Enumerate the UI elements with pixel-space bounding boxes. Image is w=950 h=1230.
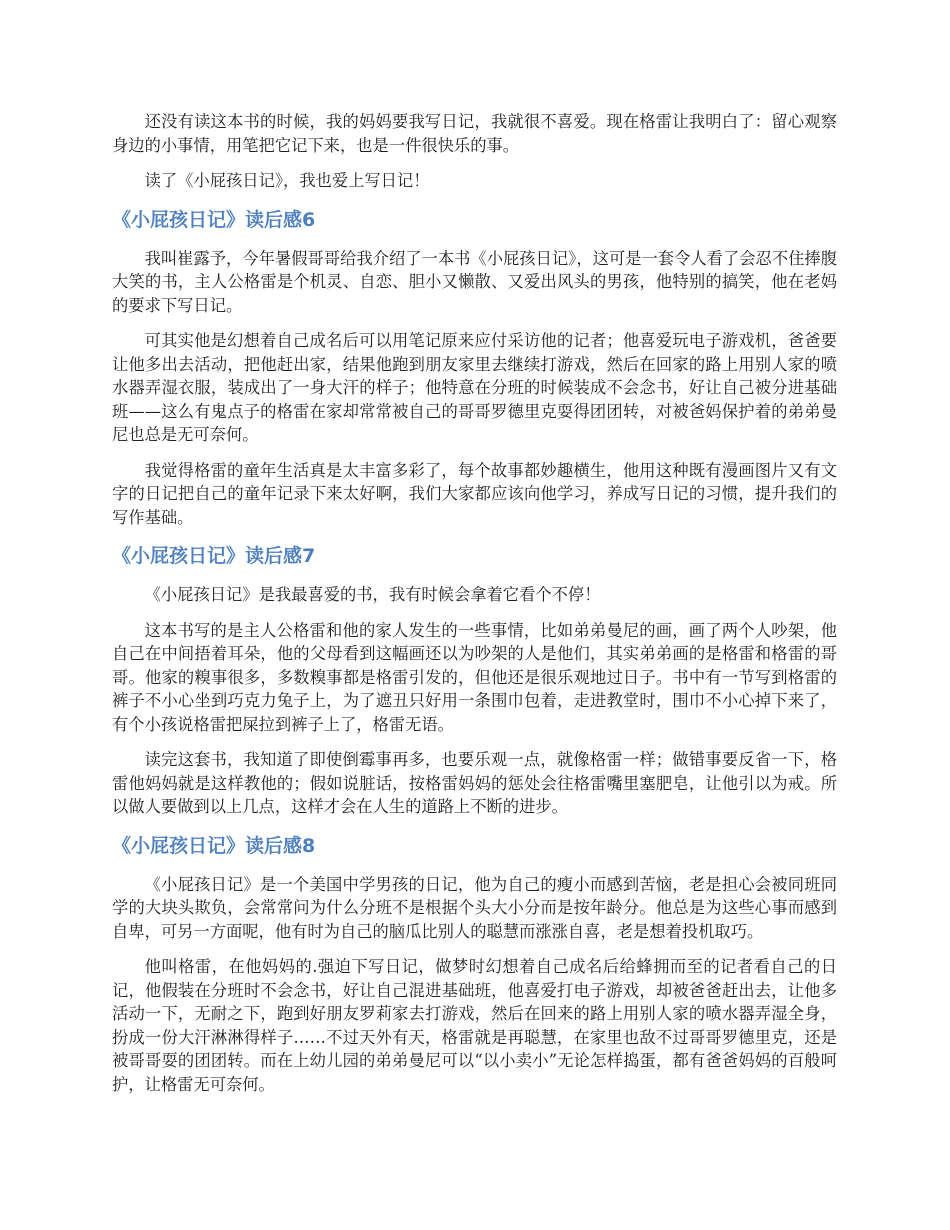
section-heading: 《小屁孩日记》读后感8 — [112, 834, 316, 857]
paragraph: 《小屁孩日记》是一个美国中学男孩的日记，他为自己的瘦小而感到苦恼，老是担心会被同班同学的大块头欺负，会常常问为什么分班不是根据个头大小分而是按年龄分。他总是为这些心事而感到自卑，可另一方面呢，他有时为自己的脑瓜比别人的聪慧而涨涨自喜，老是想着投机取巧。 — [112, 874, 837, 941]
section-6 — [112, 207, 837, 530]
section-7 — [112, 543, 837, 819]
paragraph: 《小屁孩日记》是我最喜爱的书，我有时候会拿着它看个不停！ — [144, 585, 601, 604]
paragraph: 我叫崔露予，今年暑假哥哥给我介绍了一本书《小屁孩日记》，这可是一套令人看了会忍不住捧腹大笑的书，主人公格雷是个机灵、自恋、胆小又懒散、又爱出风头的男孩，他特别的搞笑，他在老妈的要求下写日记。 — [112, 248, 837, 315]
intro-section — [112, 110, 837, 193]
document-page — [112, 110, 837, 1108]
section-heading: 《小屁孩日记》读后感6 — [112, 208, 316, 231]
paragraph: 我觉得格雷的童年生活真是太丰富多彩了，每个故事都妙趣横生，他用这种既有漫画图片又有文字的日记把自己的童年记录下来太好啊，我们大家都应该向他学习，养成写日记的习惯，提升我们的写作基础。 — [112, 460, 837, 527]
section-8 — [112, 833, 837, 1097]
paragraph: 可其实他是幻想着自己成名后可以用笔记原来应付采访他的记者；他喜爱玩电子游戏机，爸爸要让他多出去活动，把他赶出家，结果他跑到朋友家里去继续打游戏，然后在回家的路上用别人家的喷水器弄湿衣服，装成出了一身大汗的样子；他特意在分班的时候装成不会念书，好让自己被分进基础班——这么有鬼点子的格雷在家却常常被自己的哥哥罗德里克耍得团团转，对被爸妈保护着的弟弟曼尼也总是无可奈何。 — [112, 331, 837, 444]
paragraph: 这本书写的是主人公格雷和他的家人发生的一些事情，比如弟弟曼尼的画，画了两个人吵架，他自己在中间捂着耳朵，他的父母看到这幅画还以为吵架的人是他们，其实弟弟画的是格雷和格雷的哥哥。他家的糗事很多，多数糗事都是格雷引发的，但他还是很乐观地过日子。书中有一节写到格雷的裤子不小心坐到巧克力兔子上，为了遮丑只好用一条围巾包着，走进教堂时，围巾不小心掉下来了，有个小孩说格雷把屎拉到裤子上了，格雷无语。 — [112, 620, 837, 734]
paragraph: 他叫格雷，在他妈妈的.强迫下写日记，做梦时幻想着自己成名后给蜂拥而至的记者看自己的日记，他假装在分班时不会念书，好让自己混进基础班，他喜爱打电子游戏，却被爸爸赶出去，让他多活动一下，无耐之下，跑到好朋友罗莉家去打游戏，然后在回来的路上用别人家的喷水器弄湿全身，扮成一份大汗淋淋得样子……不过天外有天，格雷就是再聪慧，在家里也敌不过哥哥罗德里克，还是被哥哥耍的团团转。而在上幼儿园的弟弟曼尼可以“以小卖小”无论怎样捣蛋，都有爸爸妈妈的百般呵护，让格雷无可奈何。 — [112, 957, 837, 1094]
paragraph: 读完这套书，我知道了即使倒霉事再多，也要乐观一点，就像格雷一样；做错事要反省一下，格雷他妈妈就是这样教他的；假如说脏话，按格雷妈妈的惩处会往格雷嘴里塞肥皂，让他引以为戒。所以做人要做到以上几点，这样才会在人生的道路上不断的进步。 — [112, 750, 837, 816]
section-heading: 《小屁孩日记》读后感7 — [112, 545, 316, 567]
paragraph: 还没有读这本书的时候，我的妈妈要我写日记，我就很不喜爱。现在格雷让我明白了：留心观察身边的小事情，用笔把它记下来，也是一件很快乐的事。 — [112, 112, 837, 155]
paragraph: 读了《小屁孩日记》，我也爱上写日记！ — [144, 171, 430, 190]
